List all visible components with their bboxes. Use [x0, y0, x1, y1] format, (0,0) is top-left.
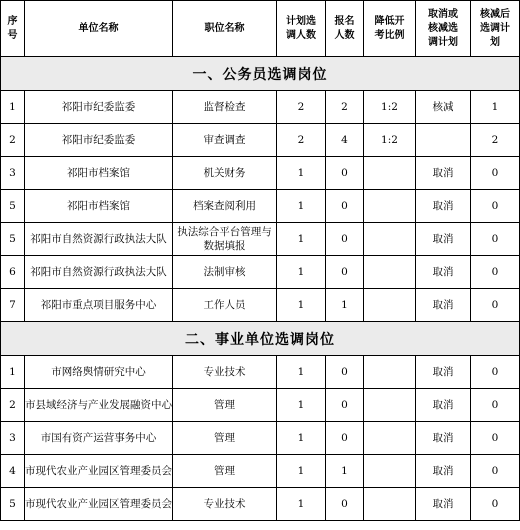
cell-planned: 1 — [277, 223, 326, 256]
cell-planned: 1 — [277, 455, 326, 488]
section-header-row — [1, 57, 520, 91]
cell-index: 5 — [1, 488, 25, 521]
cell-applied: 0 — [326, 256, 364, 289]
cell-position: 审查调查 — [173, 124, 277, 157]
cell-after: 1 — [471, 91, 520, 124]
cell-ratio — [364, 223, 416, 256]
cell-position: 专业技术 — [173, 356, 277, 389]
cell-cancel: 取消 — [416, 190, 471, 223]
cell-cancel: 取消 — [416, 356, 471, 389]
cell-after: 0 — [471, 389, 520, 422]
cell-unit: 市现代农业产业园区管理委员会 — [25, 488, 173, 521]
header-applied: 报名 人数 — [326, 1, 364, 57]
cell-index: 3 — [1, 422, 25, 455]
cell-ratio — [364, 190, 416, 223]
cell-cancel: 取消 — [416, 422, 471, 455]
cell-cancel: 取消 — [416, 389, 471, 422]
header-cancel: 取消或 核减选 调计划 — [416, 1, 471, 57]
cell-applied: 0 — [326, 356, 364, 389]
cell-planned: 1 — [277, 157, 326, 190]
cell-position: 执法综合平台管理与数据填报 — [173, 223, 277, 256]
table-row — [1, 157, 520, 190]
section-title: 一、公务员选调岗位 — [1, 57, 520, 91]
cell-planned: 2 — [277, 91, 326, 124]
cell-applied: 2 — [326, 91, 364, 124]
cell-applied: 0 — [326, 389, 364, 422]
cell-planned: 1 — [277, 289, 326, 322]
cell-cancel: 取消 — [416, 256, 471, 289]
cell-unit: 祁阳市档案馆 — [25, 190, 173, 223]
cell-ratio: 1:2 — [364, 124, 416, 157]
cell-cancel — [416, 124, 471, 157]
cell-unit: 祁阳市自然资源行政执法大队 — [25, 256, 173, 289]
header-index: 序 号 — [1, 1, 25, 57]
table-row — [1, 289, 520, 322]
table-row — [1, 356, 520, 389]
cell-after: 2 — [471, 124, 520, 157]
header-position: 职位名称 — [173, 1, 277, 57]
header-row — [1, 1, 520, 57]
cell-index: 3 — [1, 157, 25, 190]
table-row — [1, 91, 520, 124]
table-row — [1, 223, 520, 256]
cell-unit: 祁阳市自然资源行政执法大队 — [25, 223, 173, 256]
cell-planned: 1 — [277, 356, 326, 389]
cell-position: 管理 — [173, 389, 277, 422]
cell-ratio — [364, 488, 416, 521]
cell-planned: 1 — [277, 389, 326, 422]
table-row — [1, 256, 520, 289]
cell-ratio — [364, 256, 416, 289]
cell-applied: 0 — [326, 223, 364, 256]
cell-applied: 0 — [326, 422, 364, 455]
table-row — [1, 422, 520, 455]
cell-index: 2 — [1, 124, 25, 157]
table-row — [1, 488, 520, 521]
cell-index: 6 — [1, 256, 25, 289]
cell-cancel: 取消 — [416, 157, 471, 190]
cell-cancel: 核减 — [416, 91, 471, 124]
cell-applied: 4 — [326, 124, 364, 157]
cell-after: 0 — [471, 157, 520, 190]
table-row — [1, 190, 520, 223]
cell-unit: 祁阳市纪委监委 — [25, 124, 173, 157]
cell-position: 法制审核 — [173, 256, 277, 289]
section-header-row — [1, 322, 520, 356]
cell-unit: 市现代农业产业园区管理委员会 — [25, 455, 173, 488]
cell-index: 5 — [1, 190, 25, 223]
cell-applied: 1 — [326, 289, 364, 322]
cell-after: 0 — [471, 422, 520, 455]
header-planned: 计划选 调人数 — [277, 1, 326, 57]
cell-index: 7 — [1, 289, 25, 322]
cell-cancel: 取消 — [416, 455, 471, 488]
cell-after: 0 — [471, 356, 520, 389]
cell-ratio — [364, 356, 416, 389]
cell-index: 5 — [1, 223, 25, 256]
cell-after: 0 — [471, 190, 520, 223]
cell-position: 档案查阅利用 — [173, 190, 277, 223]
cell-after: 0 — [471, 488, 520, 521]
cell-position: 监督检查 — [173, 91, 277, 124]
cell-unit: 市国有资产运营事务中心 — [25, 422, 173, 455]
table-row — [1, 455, 520, 488]
cell-ratio — [364, 157, 416, 190]
cell-applied: 0 — [326, 190, 364, 223]
cell-ratio: 1:2 — [364, 91, 416, 124]
cell-index: 2 — [1, 389, 25, 422]
cell-after: 0 — [471, 455, 520, 488]
cell-applied: 1 — [326, 455, 364, 488]
cell-ratio — [364, 455, 416, 488]
cell-position: 机关财务 — [173, 157, 277, 190]
cell-position: 工作人员 — [173, 289, 277, 322]
cell-planned: 1 — [277, 488, 326, 521]
cell-unit: 祁阳市档案馆 — [25, 157, 173, 190]
cell-index: 1 — [1, 91, 25, 124]
cell-unit: 祁阳市纪委监委 — [25, 91, 173, 124]
cell-after: 0 — [471, 256, 520, 289]
cell-after: 0 — [471, 223, 520, 256]
cell-ratio — [364, 289, 416, 322]
header-after: 核减后 选调计 划 — [471, 1, 520, 57]
cell-cancel: 取消 — [416, 289, 471, 322]
cell-unit: 市网络舆情研究中心 — [25, 356, 173, 389]
cell-cancel: 取消 — [416, 488, 471, 521]
header-ratio: 降低开 考比例 — [364, 1, 416, 57]
section-title: 二、事业单位选调岗位 — [1, 322, 520, 356]
cell-position: 管理 — [173, 422, 277, 455]
cell-planned: 1 — [277, 422, 326, 455]
cell-index: 4 — [1, 455, 25, 488]
cell-cancel: 取消 — [416, 223, 471, 256]
table-row — [1, 389, 520, 422]
cell-unit: 市县域经济与产业发展融资中心 — [25, 389, 173, 422]
cell-planned: 1 — [277, 190, 326, 223]
header-unit: 单位名称 — [25, 1, 173, 57]
cell-applied: 0 — [326, 157, 364, 190]
cell-planned: 1 — [277, 256, 326, 289]
cell-ratio — [364, 422, 416, 455]
cell-unit: 祁阳市重点项目服务中心 — [25, 289, 173, 322]
cell-position: 管理 — [173, 455, 277, 488]
cell-ratio — [364, 389, 416, 422]
cell-applied: 0 — [326, 488, 364, 521]
cell-planned: 2 — [277, 124, 326, 157]
cell-after: 0 — [471, 289, 520, 322]
table-body — [1, 57, 520, 521]
table-row — [1, 124, 520, 157]
cell-position: 专业技术 — [173, 488, 277, 521]
cell-index: 1 — [1, 356, 25, 389]
